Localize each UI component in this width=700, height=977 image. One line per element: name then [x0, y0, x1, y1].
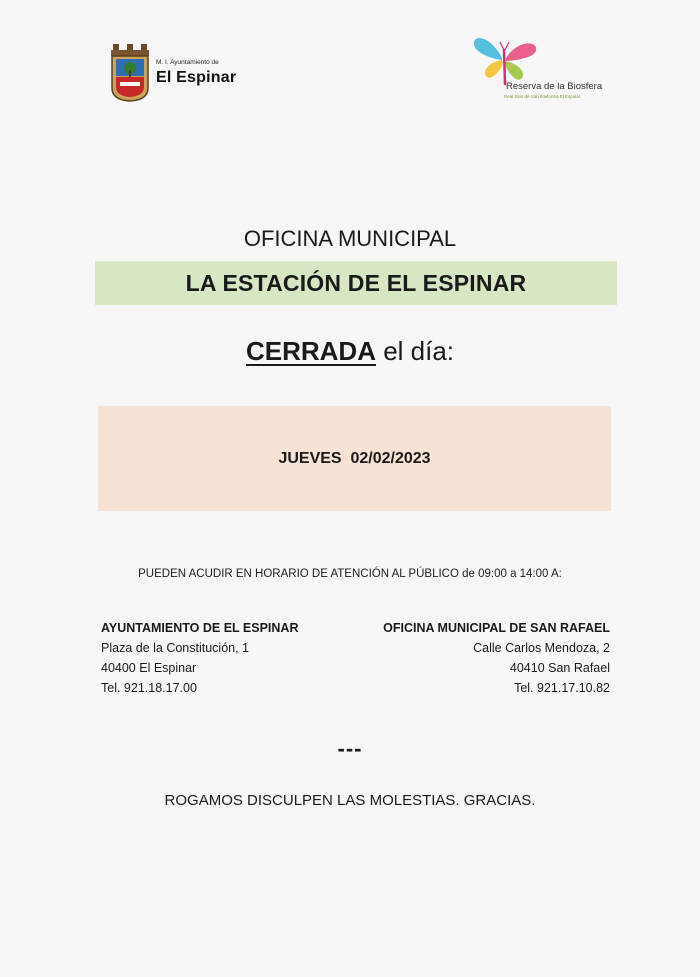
logo-small-text: M. I. Ayuntamiento de [156, 59, 219, 67]
biosphere-name: Reserva de la Biosfera [506, 81, 603, 92]
ayuntamiento-logo [110, 44, 236, 102]
logo-big-text: El Espinar [156, 68, 237, 86]
closure-date-box [98, 406, 611, 511]
butterfly-icon [472, 36, 542, 86]
instructions-text: PUEDEN ACUDIR EN HORARIO DE ATENCIÓN AL PÚBLICO de 09:00 a 14:00 A: [138, 568, 562, 580]
office-name-right: OFICINA MUNICIPAL DE SAN RAFAEL [383, 621, 610, 635]
office-name: LA ESTACIÓN DE EL ESPINAR [185, 270, 527, 296]
office-phone-right: Tel. 921.17.10.82 [514, 681, 610, 695]
office-city-left: 40400 El Espinar [101, 661, 197, 675]
office-city-right: 40410 San Rafael [509, 661, 610, 675]
office-name-banner [95, 261, 617, 305]
separator: --- [337, 736, 363, 761]
closed-word: CERRADA [245, 336, 376, 366]
biosphere-subtitle: Real Sitio de San Ildefonso-El Espinar [504, 94, 581, 99]
office-street-left: Plaza de la Constitución, 1 [101, 641, 250, 655]
biosphere-logo [470, 36, 620, 106]
closed-rest: el día: [375, 336, 455, 366]
apology-text: ROGAMOS DISCULPEN LAS MOLESTIAS. GRACIAS. [164, 792, 536, 809]
office-address-right [383, 618, 610, 698]
office-subtitle: OFICINA MUNICIPAL [243, 226, 457, 251]
closed-heading [0, 336, 700, 367]
office-address-left [101, 618, 299, 698]
office-phone-left: Tel. 921.18.17.00 [101, 681, 197, 695]
closure-date: JUEVES 02/02/2023 [278, 450, 431, 467]
office-street-right: Calle Carlos Mendoza, 2 [473, 641, 610, 655]
coat-of-arms-icon [110, 44, 150, 102]
office-name-left: AYUNTAMIENTO DE EL ESPINAR [101, 621, 299, 635]
